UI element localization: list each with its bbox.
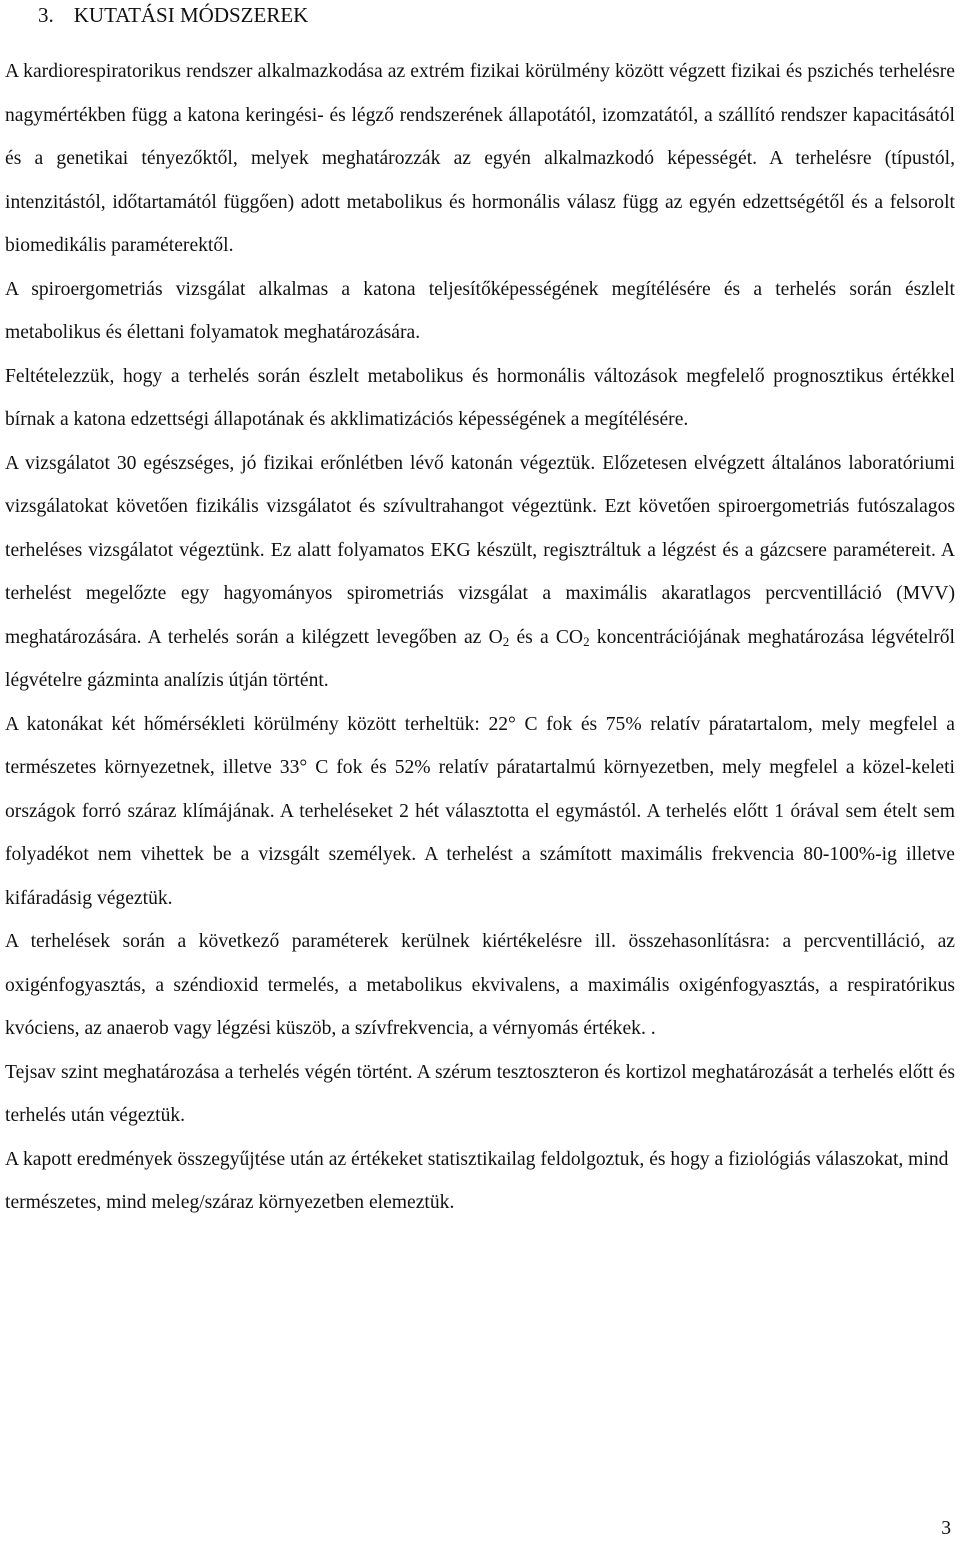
co2-subscript: 2 <box>583 633 590 649</box>
section-heading <box>38 0 308 30</box>
page-number: 3 <box>941 1518 951 1539</box>
paragraph-4 <box>5 442 955 703</box>
paragraph-1: A kardiorespiratorikus rendszer alkalmazkodása az extrém fizikai körülmény között végzett fizikai és pszichés terhelésre nagymértékben függ a katona keringési- és légző rendszerének állapotától, izomzatától, a szállító rendszer kapacitásától és a genetikai tényezőktől, melyek meghatározzák az egyén alkalmazkodó képességét. A terhelésre (típustól, intenzitástól, időtartamától függően) adott metabolikus és hormonális válasz függ az egyén edzettségétől és a felsorolt biomedikális paraméterektől. <box>5 61 955 256</box>
paragraph-4-text-b: és a CO <box>509 626 584 648</box>
paragraph-8: A kapott eredmények összegyűjtése után az értékeket statisztikailag feldolgoztuk, és hogy a fiziológiás válaszokat, mind természetes, mind meleg/száraz környezetben elemeztük. <box>5 1148 949 1213</box>
paragraph-6: A terhelések során a következő paraméterek kerülnek kiértékelésre ill. összehasonlításra: a percventilláció, az oxigénfogyasztás, a széndioxid termelés, a metabolikus ekvivalens, a maximális oxigénfogyasztás, a respiratórikus kvóciens, az anaerob vagy légzési küszöb, a szívfrekvencia, a vérnyomás értékek. . <box>5 931 955 1039</box>
paragraph-4-text-c: koncentrációjának meghatározása légvételről légvételre gázminta analízis útján történt. <box>5 626 956 691</box>
body-text <box>5 50 955 1225</box>
o2-subscript: 2 <box>502 633 510 649</box>
paragraph-2: A spiroergometriás vizsgálat alkalmas a katona teljesítőképességének megítélésére és a terhelés során észlelt metabolikus és élettani folyamatok meghatározására. <box>5 278 955 343</box>
paragraph-5: A katonákat két hőmérsékleti körülmény között terheltük: 22° C fok és 75% relatív páratartalom, mely megfelel a természetes környezetnek, illetve 33° C fok és 52% relatív páratartalmú környezetben, mely megfelel a közel-keleti országok forró száraz klímájának. A terheléseket 2 hét választotta el egymástól. A terhelés előtt 1 órával sem ételt sem folyadékot nem vihettek be a vizsgált személyek. A terhelést a számított maximális frekvencia 80-100%-ig illetve kifáradásig végeztük. <box>5 713 955 909</box>
paragraph-7: Tejsav szint meghatározása a terhelés végén történt. A szérum tesztoszteron és kortizol meghatározását a terhelés előtt és terhelés után végeztük. <box>5 1061 955 1126</box>
paragraph-3: Feltételezzük, hogy a terhelés során észlelt metabolikus és hormonális változások megfelelő prognosztikus értékkel bírnak a katona edzettségi állapotának és akklimatizációs képességének a megítélésére. <box>5 365 955 430</box>
section-title: KUTATÁSI MÓDSZEREK <box>73 3 309 27</box>
paragraph-4-text-a: A vizsgálatot 30 egészséges, jó fizikai erőnlétben lévő katonán végeztük. Előzetesen elvégzett általános laboratóriumi vizsgálatokat követően fizikális vizsgálatot és szívultrahangot végeztünk. Ezt követően spiroergometriás futószalagos terheléses vizsgálatot végeztünk. Ez alatt folyamatos EKG készült, regisztráltuk a légzést és a gázcsere paramétereit. A terhelést megelőzte egy hagyományos spirometriás vizsgálat a maximális akaratlagos percventilláció (MVV) meghatározására. A terhelés során a kilégzett levegőben az O <box>5 452 955 648</box>
section-number: 3. <box>38 3 54 27</box>
